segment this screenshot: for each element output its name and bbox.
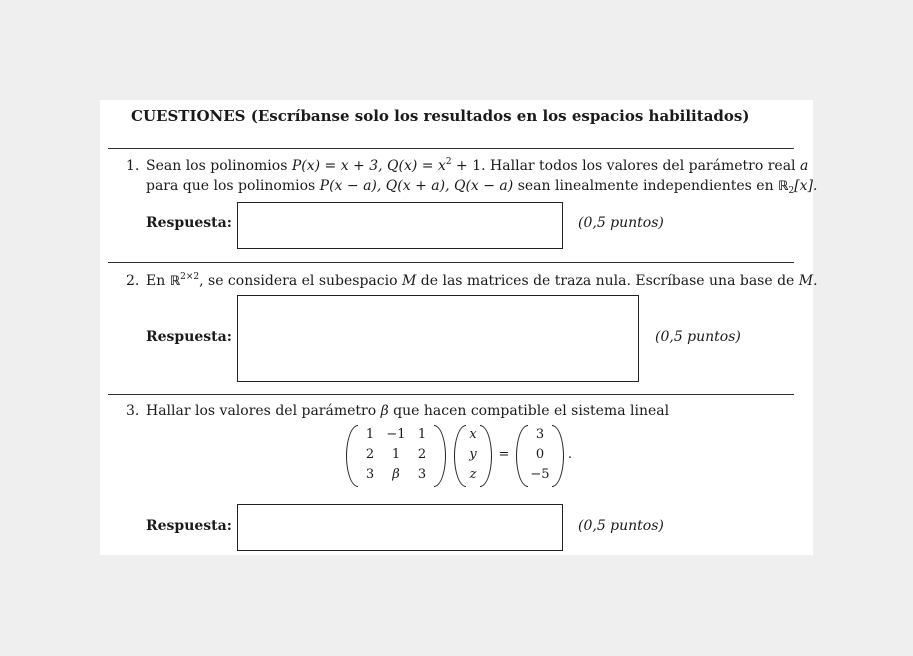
matrix-cell: 1: [391, 447, 401, 462]
right-paren: [552, 425, 564, 487]
equation-period: .: [567, 447, 573, 462]
divider: [108, 262, 794, 263]
q2-answer-label: Respuesta:: [146, 329, 232, 345]
rhs-vector: [516, 425, 564, 493]
q1-text-line1: Sean los polinomios P(x) = x + 3, $Q(x) = x^2 + 1$. Hallar todos los valores del parámetro real a: [146, 157, 809, 174]
matrix-cell: 2: [365, 447, 375, 462]
q1-text-line2: para que los polinomios P(x − a), Q(x + a), Q(x − a) sean linealmente independientes en ℝ$_2$[x].: [146, 178, 818, 196]
right-paren: [480, 425, 492, 487]
q2-answer-box[interactable]: [237, 295, 639, 382]
q3-text: Hallar los valores del parámetro β que hacen compatible el sistema lineal: [146, 403, 670, 419]
q2-text: En ℝ$^{2\times 2}$, se considera el subespacio M de las matrices de traza nula. Escríbase una base de M.: [146, 272, 818, 289]
linear-system-equation: [346, 425, 606, 493]
vector-cell: x: [469, 427, 477, 442]
vector-cell: z: [469, 467, 477, 482]
vector-cell: y: [469, 447, 477, 462]
vector-cell: 3: [535, 427, 545, 442]
section-title: CUESTIONES (Escríbanse solo los resultados en los espacios habilitados): [131, 107, 750, 125]
q1-answer-box[interactable]: [237, 202, 563, 249]
q3-points: (0,5 puntos): [578, 518, 664, 534]
exam-page: [100, 100, 818, 555]
matrix-cell: −1: [386, 427, 406, 442]
matrix-cell: 1: [417, 427, 427, 442]
q3-number: 3.: [126, 403, 140, 419]
right-paren: [434, 425, 446, 487]
matrix-cell: 3: [365, 467, 375, 482]
q1-number: 1.: [126, 158, 140, 174]
equals-sign: =: [498, 447, 510, 462]
q3-answer-box[interactable]: [237, 504, 563, 551]
coefficient-matrix: [346, 425, 446, 493]
variable-vector: [454, 425, 492, 493]
q3-answer-label: Respuesta:: [146, 518, 232, 534]
divider: [108, 394, 794, 395]
q1-points: (0,5 puntos): [578, 215, 664, 231]
matrix-cell: 2: [417, 447, 427, 462]
matrix-cell: β: [392, 467, 400, 482]
q2-number: 2.: [126, 273, 140, 289]
q2-points: (0,5 puntos): [655, 329, 741, 345]
q1-answer-label: Respuesta:: [146, 215, 232, 231]
divider: [108, 148, 794, 149]
vector-cell: 0: [535, 447, 545, 462]
vector-cell: −5: [530, 467, 550, 482]
matrix-cell: 3: [417, 467, 427, 482]
matrix-cell: 1: [365, 427, 375, 442]
